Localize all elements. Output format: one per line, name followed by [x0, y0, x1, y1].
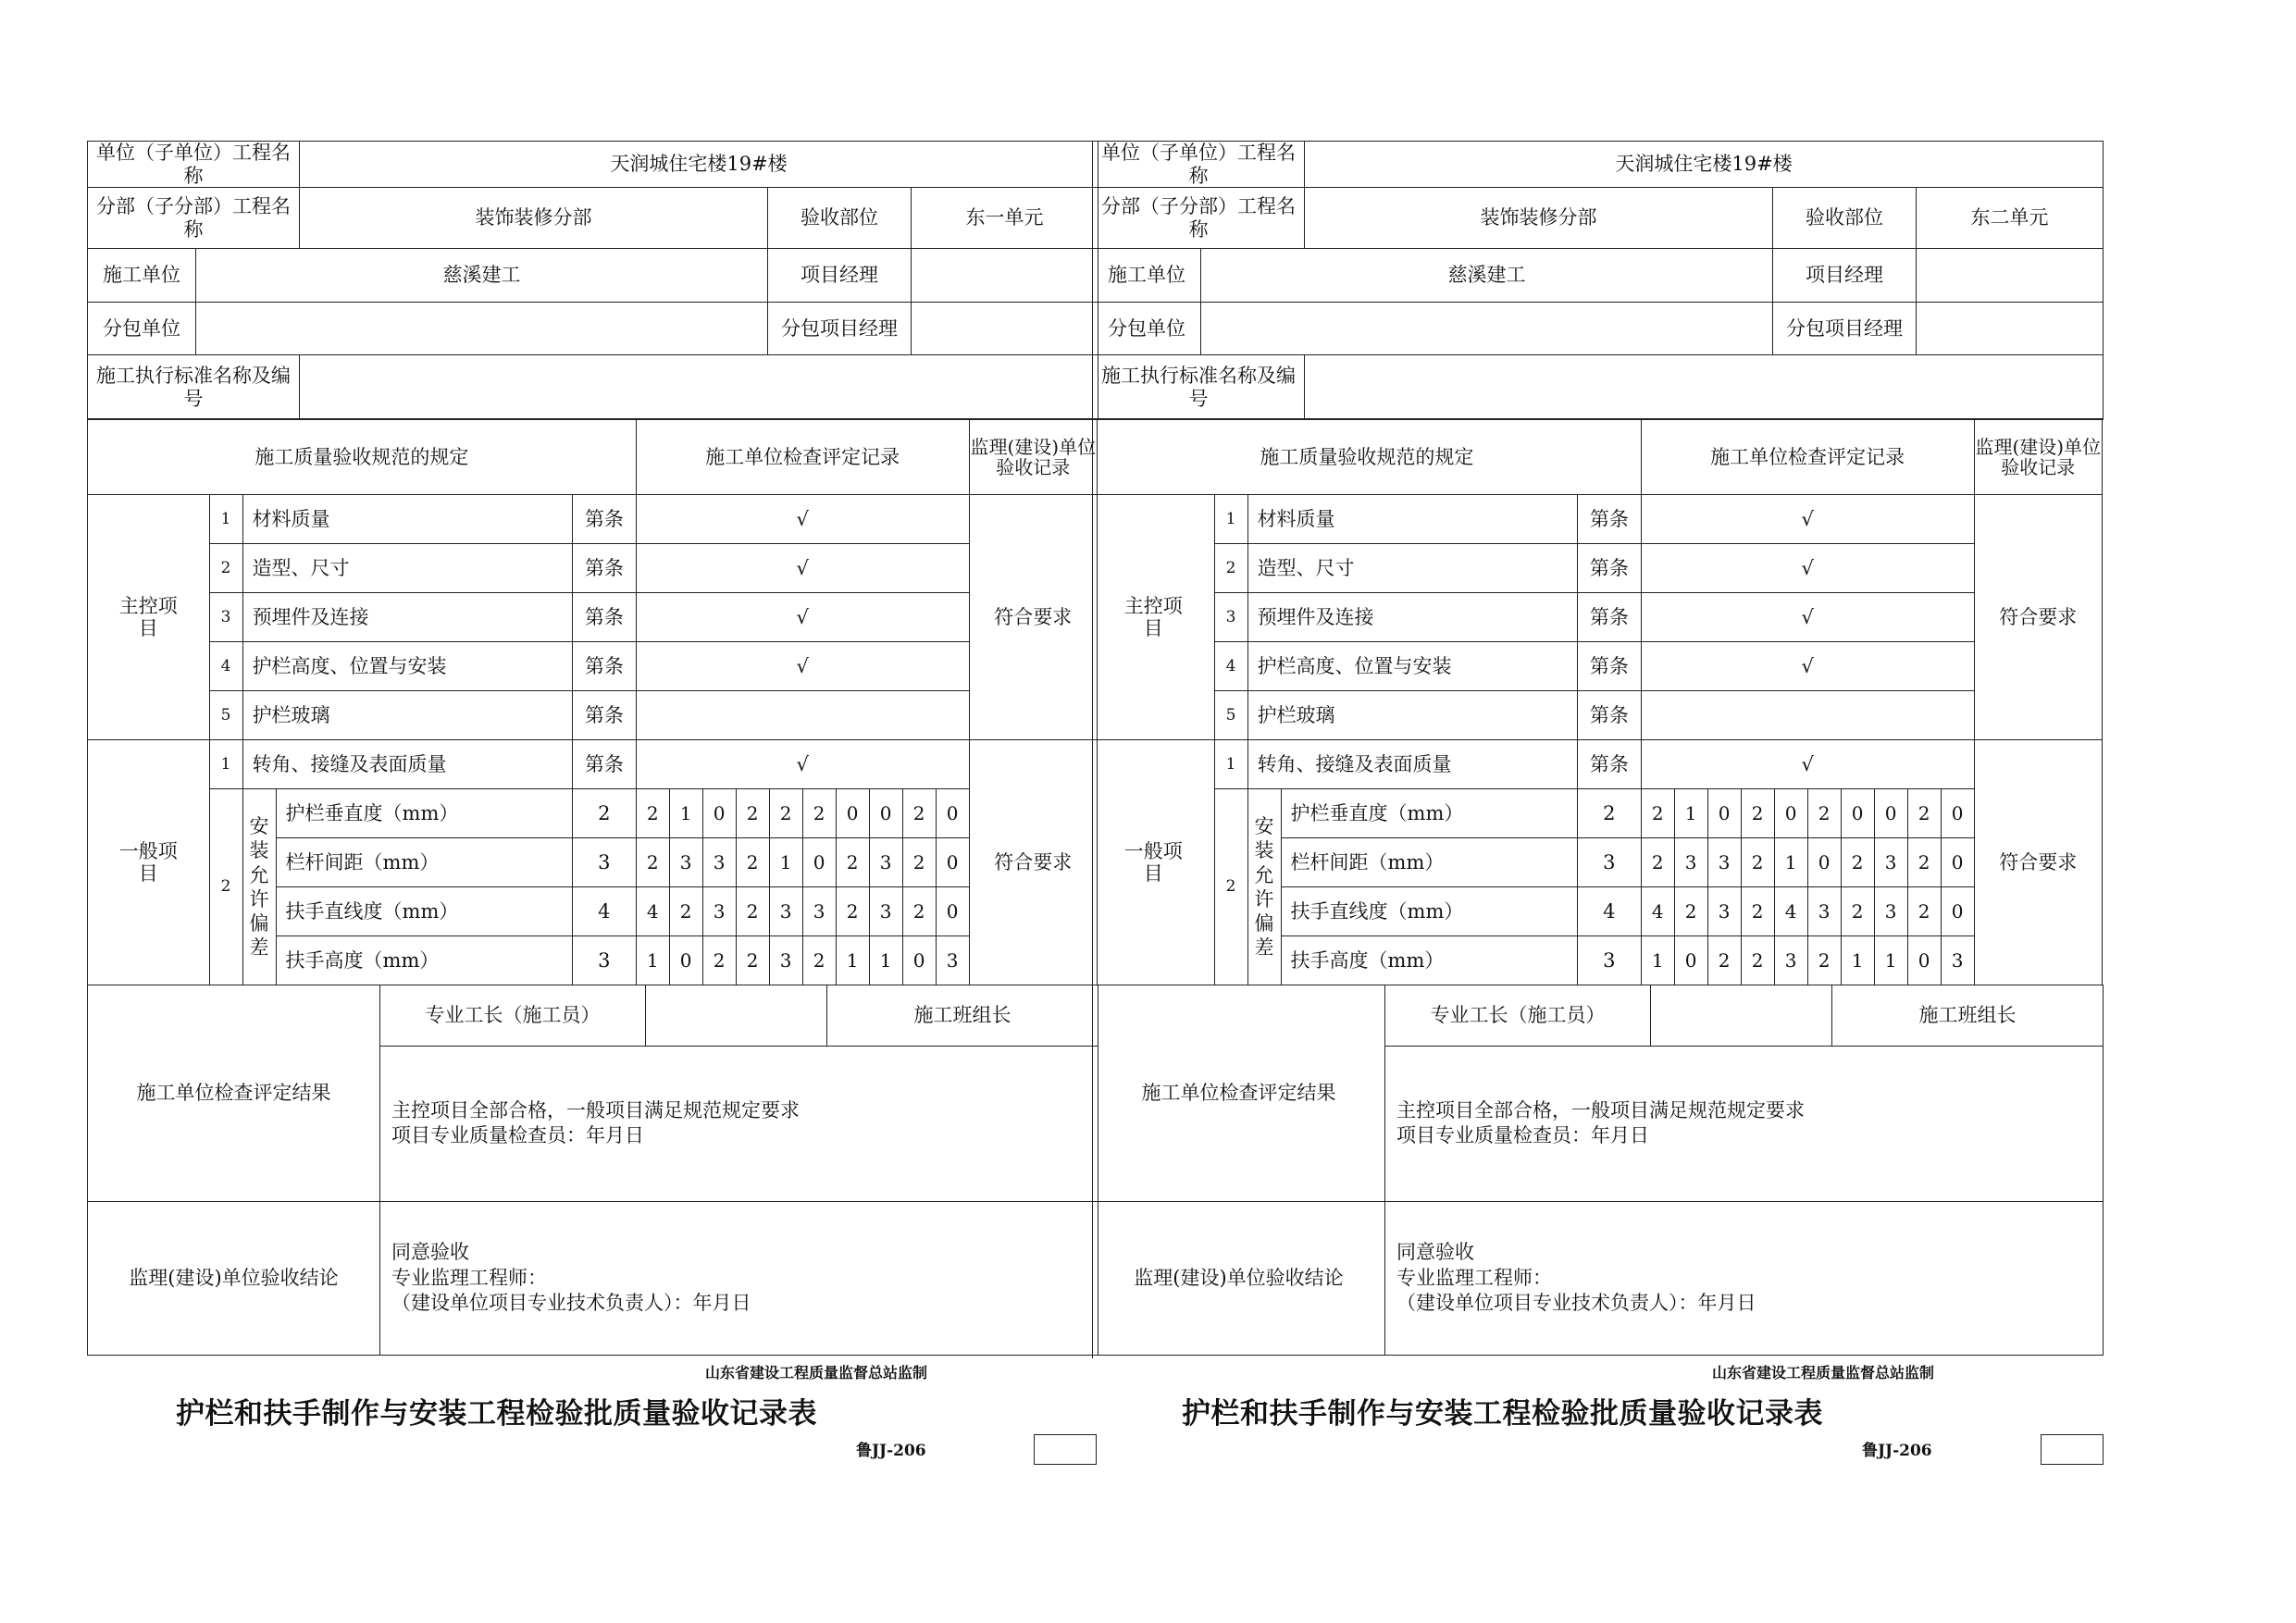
form-code: 鲁JJ-206: [856, 1442, 926, 1460]
item-record: [1641, 691, 1974, 740]
measured-value: 3: [802, 887, 836, 936]
conclusion-line-2: 专业监理工程师：: [1396, 1266, 1552, 1289]
foreman-value: [646, 985, 827, 1046]
standard-value: [1305, 355, 2104, 420]
main-control-row: [88, 495, 1098, 544]
signoff-table: [1092, 985, 2104, 1356]
item-name: 预埋件及连接: [1247, 593, 1577, 642]
main-control-row: [1093, 691, 2103, 740]
conclusion-text: [380, 1201, 1098, 1355]
measured-value: 2: [802, 936, 836, 985]
sub-project-manager-value: [912, 303, 1098, 355]
measured-value: 2: [1807, 936, 1841, 985]
measured-value: 0: [1941, 789, 1974, 838]
measured-value: 4: [1641, 887, 1674, 936]
measured-value: 0: [1807, 838, 1841, 887]
items-table: [87, 418, 1098, 985]
measured-value: 1: [1674, 789, 1707, 838]
form-title: 护栏和扶手制作与安装工程检验批质量验收记录表: [1182, 1397, 1823, 1431]
measured-value: 4: [636, 887, 669, 936]
foreman-value: [1651, 985, 1832, 1046]
main-control-row: [88, 544, 1098, 593]
install-tolerance-label-cell: [242, 789, 276, 985]
sub-project-manager-label: 分包项目经理: [1773, 303, 1917, 355]
tolerance-allow: 3: [1578, 936, 1642, 985]
result-line-1: 主控项目全部合格，一般项目满足规范规定要求: [1396, 1099, 1805, 1122]
measured-value: 0: [936, 838, 969, 887]
measured-value: 2: [836, 838, 869, 887]
items-header-row: [88, 419, 1098, 495]
signoff-table: [87, 985, 1098, 1356]
general-items-label: 一般项目: [1093, 740, 1215, 985]
measured-value: 2: [1641, 838, 1674, 887]
item-name: 造型、尺寸: [1247, 544, 1577, 593]
general-item-row: [1093, 740, 2103, 789]
tolerance-name: 扶手高度（mm）: [276, 936, 573, 985]
measured-value: 3: [1674, 838, 1707, 887]
main-conclusion: 符合要求: [969, 495, 1097, 740]
main-control-row: [1093, 495, 2103, 544]
measured-value: 3: [936, 936, 969, 985]
item-name: 转角、接缝及表面质量: [1247, 740, 1577, 789]
main-control-row: [88, 593, 1098, 642]
main-items-label: 主控项目: [1093, 495, 1215, 740]
project-name-value: 天润城住宅楼19#楼: [300, 142, 1098, 188]
construction-unit-value: 慈溪建工: [1201, 249, 1773, 303]
foreman-label: 专业工长（施工员）: [380, 985, 646, 1046]
measured-value: 0: [902, 936, 936, 985]
item-number: 5: [209, 691, 242, 740]
acceptance-part-label: 验收部位: [768, 188, 912, 249]
conclusion-label: 监理(建设)单位验收结论: [1093, 1201, 1385, 1355]
team-leader-label: 施工班组长: [913, 1004, 1011, 1027]
sub-project-manager-value: [1917, 303, 2104, 355]
measured-value: 2: [1741, 789, 1774, 838]
tolerance-name: 护栏垂直度（mm）: [276, 789, 573, 838]
measured-value: 1: [769, 838, 802, 887]
measured-value: 2: [902, 838, 936, 887]
main-control-row: [88, 642, 1098, 691]
project-name-value: 天润城住宅楼19#楼: [1305, 142, 2104, 188]
supervising-org: 山东省建设工程质量监督总站监制: [1712, 1364, 1935, 1381]
measured-value: 0: [1707, 789, 1741, 838]
item-number: 1: [1214, 495, 1247, 544]
conclusion-line-1: 同意验收: [1396, 1241, 1474, 1264]
form-code: 鲁JJ-206: [1862, 1442, 1932, 1460]
measured-value: 3: [1774, 936, 1807, 985]
measured-value: 0: [669, 936, 702, 985]
measured-value: 2: [902, 789, 936, 838]
tolerance-allow: 3: [573, 838, 637, 887]
subcontractor-value: [1201, 303, 1773, 355]
conclusion-line-3: （建设单位项目专业技术负责人）：年月日: [1396, 1291, 1756, 1314]
item-name: 转角、接缝及表面质量: [242, 740, 572, 789]
project-manager-label: 项目经理: [1773, 249, 1917, 303]
measured-value: 3: [1807, 887, 1841, 936]
measured-value: 3: [1707, 838, 1741, 887]
item-number: 2: [209, 789, 242, 985]
item-name: 护栏玻璃: [1247, 691, 1577, 740]
supervisor-record-header: 监理(建设)单位验收记录: [1974, 419, 2102, 495]
general-conclusion: 符合要求: [969, 740, 1097, 985]
measured-value: 2: [1841, 887, 1874, 936]
code-box: [1034, 1434, 1097, 1465]
measured-value: 0: [936, 789, 969, 838]
tolerance-row: [88, 789, 1098, 838]
item-number: 4: [209, 642, 242, 691]
measured-value: 3: [869, 887, 902, 936]
measured-value: 2: [1641, 789, 1674, 838]
measured-value: 2: [702, 936, 736, 985]
subdivision-label: 分部（子分部）工程名称: [88, 188, 300, 249]
team-leader-label: 施工班组长: [1918, 1004, 2017, 1027]
item-record: [636, 691, 969, 740]
team-leader-cell: [1832, 985, 2104, 1046]
conclusion-line-3: （建设单位项目专业技术负责人）：年月日: [391, 1291, 751, 1314]
measured-value: 0: [1841, 789, 1874, 838]
standard-label: 施工执行标准名称及编号: [88, 355, 300, 420]
measured-value: 2: [1741, 838, 1774, 887]
measured-value: 2: [802, 789, 836, 838]
general-item-row: [88, 740, 1098, 789]
item-clause: 第条: [573, 642, 637, 691]
item-clause: 第条: [1578, 495, 1642, 544]
measured-value: 2: [836, 887, 869, 936]
unit-check-header: 施工单位检查评定记录: [636, 419, 969, 495]
form-title: 护栏和扶手制作与安装工程检验批质量验收记录表: [176, 1397, 817, 1431]
tolerance-name: 扶手高度（mm）: [1281, 936, 1578, 985]
subcontractor-value: [196, 303, 768, 355]
inspection-form: [87, 141, 1098, 1356]
item-record: √: [1641, 495, 1974, 544]
measured-value: 1: [636, 936, 669, 985]
measured-value: 3: [769, 936, 802, 985]
measured-value: 2: [636, 789, 669, 838]
measured-value: 2: [1907, 838, 1941, 887]
tolerance-allow: 4: [573, 887, 637, 936]
item-name: 护栏高度、位置与安装: [1247, 642, 1577, 691]
tolerance-allow: 3: [573, 936, 637, 985]
item-clause: 第条: [1578, 642, 1642, 691]
subdivision-value: 装饰装修分部: [300, 188, 768, 249]
check-result-text: [1385, 1046, 2104, 1201]
measured-value: 3: [1874, 887, 1907, 936]
project-manager-value: [912, 249, 1098, 303]
tolerance-name: 栏杆间距（mm）: [1281, 838, 1578, 887]
item-number: 4: [1214, 642, 1247, 691]
measured-value: 2: [736, 838, 769, 887]
team-leader-cell: [827, 985, 1098, 1046]
item-name: 造型、尺寸: [242, 544, 572, 593]
item-number: 1: [209, 740, 242, 789]
inspection-form: [1092, 141, 2103, 1356]
measured-value: 2: [902, 887, 936, 936]
project-name-label: 单位（子单位）工程名称: [88, 142, 300, 188]
item-number: 2: [209, 544, 242, 593]
main-conclusion: 符合要求: [1974, 495, 2102, 740]
measured-value: 2: [769, 789, 802, 838]
measured-value: 2: [736, 887, 769, 936]
subdivision-value: 装饰装修分部: [1305, 188, 1773, 249]
item-name: 材料质量: [242, 495, 572, 544]
general-conclusion: 符合要求: [1974, 740, 2102, 985]
measured-value: 4: [1774, 887, 1807, 936]
measured-value: 2: [1674, 887, 1707, 936]
item-number: 1: [209, 495, 242, 544]
tolerance-name: 扶手直线度（mm）: [1281, 887, 1578, 936]
header-table: [1092, 141, 2104, 420]
measured-value: 1: [1841, 936, 1874, 985]
measured-value: 3: [669, 838, 702, 887]
spec-rules-header: 施工质量验收规范的规定: [1093, 419, 1642, 495]
main-control-row: [1093, 593, 2103, 642]
measured-value: 1: [1774, 838, 1807, 887]
project-manager-label: 项目经理: [768, 249, 912, 303]
conclusion-line-1: 同意验收: [391, 1241, 469, 1264]
measured-value: 3: [769, 887, 802, 936]
header-table: [87, 141, 1098, 420]
general-items-label: 一般项目: [88, 740, 210, 985]
item-clause: 第条: [573, 740, 637, 789]
measured-value: 3: [869, 838, 902, 887]
item-number: 1: [1214, 740, 1247, 789]
code-box: [2041, 1434, 2104, 1465]
item-record: √: [1641, 593, 1974, 642]
tolerance-row: [1093, 789, 2103, 838]
subdivision-label: 分部（子分部）工程名称: [1093, 188, 1305, 249]
check-result-label: 施工单位检查评定结果: [88, 985, 380, 1201]
measured-value: 0: [936, 887, 969, 936]
measured-value: 1: [869, 936, 902, 985]
unit-check-header: 施工单位检查评定记录: [1641, 419, 1974, 495]
measured-value: 0: [1674, 936, 1707, 985]
measured-value: 1: [669, 789, 702, 838]
item-clause: 第条: [1578, 691, 1642, 740]
install-tolerance-label: 安装允许偏差: [1254, 815, 1274, 960]
measured-value: 0: [802, 838, 836, 887]
measured-value: 3: [702, 887, 736, 936]
item-name: 护栏玻璃: [242, 691, 572, 740]
conclusion-text: [1385, 1201, 2104, 1355]
construction-unit-label: 施工单位: [88, 249, 196, 303]
item-record: √: [636, 740, 969, 789]
measured-value: 0: [869, 789, 902, 838]
subcontractor-label: 分包单位: [1093, 303, 1201, 355]
item-name: 材料质量: [1247, 495, 1577, 544]
main-control-row: [1093, 642, 2103, 691]
acceptance-part-value: 东二单元: [1917, 188, 2104, 249]
tolerance-name: 扶手直线度（mm）: [276, 887, 573, 936]
item-clause: 第条: [573, 691, 637, 740]
spec-rules-header: 施工质量验收规范的规定: [88, 419, 637, 495]
measured-value: 1: [1874, 936, 1907, 985]
result-line-1: 主控项目全部合格，一般项目满足规范规定要求: [391, 1099, 800, 1122]
measured-value: 2: [1807, 789, 1841, 838]
tolerance-name: 护栏垂直度（mm）: [1281, 789, 1578, 838]
foreman-label: 专业工长（施工员）: [1385, 985, 1651, 1046]
item-record: √: [1641, 642, 1974, 691]
item-record: √: [1641, 544, 1974, 593]
item-number: 3: [209, 593, 242, 642]
project-name-label: 单位（子单位）工程名称: [1093, 142, 1305, 188]
item-clause: 第条: [573, 495, 637, 544]
conclusion-label: 监理(建设)单位验收结论: [88, 1201, 380, 1355]
item-record: √: [1641, 740, 1974, 789]
measured-value: 2: [1741, 887, 1774, 936]
items-table: [1092, 418, 2103, 985]
measured-value: 1: [1641, 936, 1674, 985]
project-manager-value: [1917, 249, 2104, 303]
measured-value: 0: [1907, 936, 1941, 985]
tolerance-allow: 3: [1578, 838, 1642, 887]
main-items-label: 主控项目: [88, 495, 210, 740]
measured-value: 2: [1907, 789, 1941, 838]
item-name: 预埋件及连接: [242, 593, 572, 642]
measured-value: 0: [1874, 789, 1907, 838]
construction-unit-value: 慈溪建工: [196, 249, 768, 303]
item-clause: 第条: [573, 544, 637, 593]
measured-value: 0: [1774, 789, 1807, 838]
acceptance-part-value: 东一单元: [912, 188, 1098, 249]
supervisor-record-header: 监理(建设)单位验收记录: [969, 419, 1097, 495]
measured-value: 3: [1707, 887, 1741, 936]
install-tolerance-label-cell: [1247, 789, 1281, 985]
item-clause: 第条: [1578, 593, 1642, 642]
measured-value: 3: [1941, 936, 1974, 985]
item-number: 3: [1214, 593, 1247, 642]
main-control-row: [88, 691, 1098, 740]
check-result-text: [380, 1046, 1098, 1201]
item-number: 2: [1214, 789, 1247, 985]
result-line-2: 项目专业质量检查员：年月日: [391, 1124, 644, 1147]
measured-value: 1: [836, 936, 869, 985]
item-record: √: [636, 544, 969, 593]
item-record: √: [636, 642, 969, 691]
measured-value: 0: [1941, 838, 1974, 887]
tolerance-allow: 2: [1578, 789, 1642, 838]
item-clause: 第条: [1578, 740, 1642, 789]
measured-value: 2: [1841, 838, 1874, 887]
item-number: 5: [1214, 691, 1247, 740]
tolerance-allow: 2: [573, 789, 637, 838]
supervising-org: 山东省建设工程质量监督总站监制: [705, 1364, 928, 1381]
measured-value: 2: [669, 887, 702, 936]
measured-value: 3: [702, 838, 736, 887]
standard-label: 施工执行标准名称及编号: [1093, 355, 1305, 420]
measured-value: 2: [1707, 936, 1741, 985]
main-control-row: [1093, 544, 2103, 593]
tolerance-name: 栏杆间距（mm）: [276, 838, 573, 887]
tolerance-allow: 4: [1578, 887, 1642, 936]
measured-value: 2: [736, 789, 769, 838]
measured-value: 2: [636, 838, 669, 887]
item-clause: 第条: [1578, 544, 1642, 593]
item-record: √: [636, 593, 969, 642]
measured-value: 2: [1741, 936, 1774, 985]
items-header-row: [1093, 419, 2103, 495]
conclusion-line-2: 专业监理工程师：: [391, 1266, 547, 1289]
item-number: 2: [1214, 544, 1247, 593]
construction-unit-label: 施工单位: [1093, 249, 1201, 303]
result-line-2: 项目专业质量检查员：年月日: [1396, 1124, 1649, 1147]
measured-value: 2: [1907, 887, 1941, 936]
measured-value: 3: [1874, 838, 1907, 887]
subcontractor-label: 分包单位: [88, 303, 196, 355]
item-name: 护栏高度、位置与安装: [242, 642, 572, 691]
acceptance-part-label: 验收部位: [1773, 188, 1917, 249]
item-clause: 第条: [573, 593, 637, 642]
sub-project-manager-label: 分包项目经理: [768, 303, 912, 355]
check-result-label: 施工单位检查评定结果: [1093, 985, 1385, 1201]
item-record: √: [636, 495, 969, 544]
install-tolerance-label: 安装允许偏差: [249, 815, 269, 960]
measured-value: 0: [702, 789, 736, 838]
standard-value: [300, 355, 1098, 420]
measured-value: 0: [836, 789, 869, 838]
measured-value: 2: [736, 936, 769, 985]
measured-value: 0: [1941, 887, 1974, 936]
